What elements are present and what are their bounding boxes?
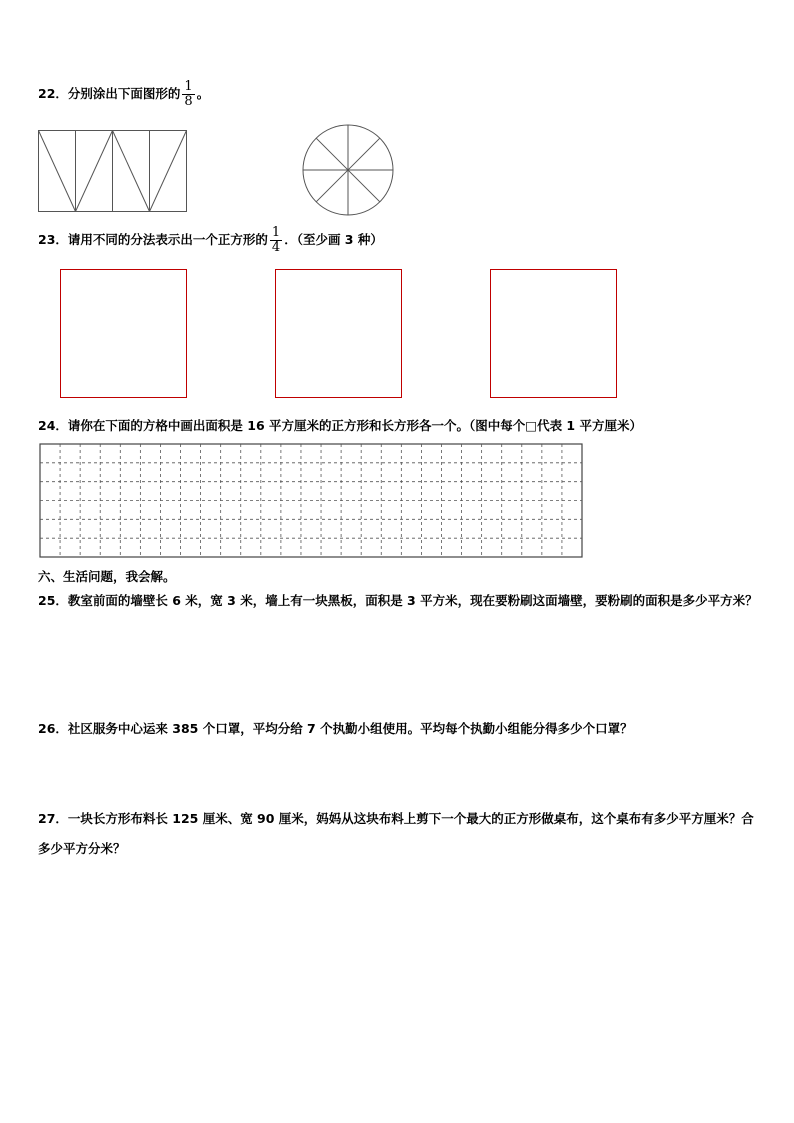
question-26-text: 社区服务中心运来 385 个口罩，平均分给 7 个执勤小组使用。平均每个执勤小组能分得多少个口罩？ (67, 721, 633, 736)
fraction-one-quarter: $\frac{1}{4}$ (271, 225, 281, 255)
question-22-tail: 。 (196, 86, 210, 101)
question-22-number: 22． (38, 86, 68, 101)
question-23-text: 请用不同的分法表示出一个正方形的 (67, 232, 268, 247)
fraction-one-eighth: $\frac{1}{8}$ (184, 79, 193, 109)
square-2[interactable] (275, 269, 402, 398)
question-25-number: 25． (38, 593, 68, 608)
question-25-text: 教室前面的墙壁长 6 米，宽 3 米，墙上有一块黑板，面积是 3 平方米，现在要粉刷这面墙壁，要粉刷的面积是多少平方米？ (67, 593, 758, 608)
question-27-number: 27． (38, 811, 68, 826)
question-23-tail: ．（至少画 3 种） (284, 232, 383, 247)
question-27 (38, 804, 762, 864)
question-22-text: 分别涂出下面图形的 (67, 86, 181, 101)
question-23 (38, 226, 383, 255)
square-3[interactable] (490, 269, 617, 398)
circle-eighths-figure[interactable] (300, 124, 396, 216)
rectangle-eighths-figure[interactable] (38, 130, 188, 214)
section-6-title: 六、生活问题，我会解。 (38, 569, 176, 584)
question-24 (38, 416, 642, 434)
question-25 (38, 586, 762, 616)
square-1[interactable] (60, 269, 187, 398)
question-24-text: 请你在下面的方格中画出面积是 16 平方厘米的正方形和长方形各一个。（图中每个□代表 1 平方厘米） (67, 418, 642, 433)
dotted-grid[interactable] (39, 443, 584, 559)
question-26 (38, 719, 633, 737)
question-24-number: 24． (38, 418, 68, 433)
question-26-number: 26． (38, 721, 68, 736)
question-22 (38, 80, 209, 109)
question-27-text: 一块长方形布料长 125 厘米、宽 90 厘米，妈妈从这块布料上剪下一个最大的正方形做桌布，这个桌布有多少平方厘米？合多少平方分米？ (38, 811, 754, 856)
question-23-number: 23． (38, 232, 68, 247)
